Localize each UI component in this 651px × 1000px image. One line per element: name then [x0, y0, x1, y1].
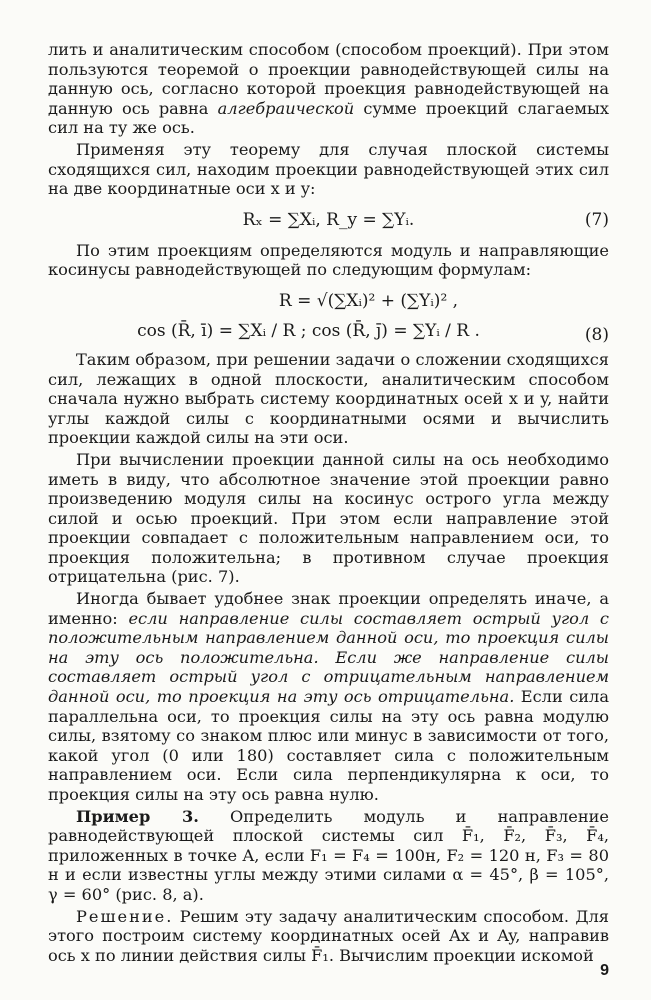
emphasis: алгебраической	[217, 98, 355, 118]
paragraph-sign-rule: При вычислении проекции данной силы на ось необходимо иметь в виду, что абсолютное значение этой проекции равно произведению модуля силы на косинус острого угла между силой и осью проекций. При этом если направление этой проекции совпадает с положительным направлением оси, то проекция положительна; в противном случае проекция отрицательна (рис. 7).	[48, 449, 609, 587]
paragraph-apply: Применяя эту теорему для случая плоской системы сходящихся сил, находим проекции равнодействующей этих сил на две координатные оси x и y:	[48, 139, 609, 199]
paragraph-example: Пример 3. Определить модуль и направление равнодействующей плоской системы сил F̄₁, F̄₂, F̄₃, F̄₄, приложенных в точке A, если F₁ = F₄ = 100н, F₂ = 120 н, F₃ = 80 н и если известны углы между этими силами α = 45°, β = 105°, γ = 60° (рис. 8, а).	[48, 806, 610, 904]
emphasis: если направление силы составляет острый угол с положительным направлением данной оси, то проекция силы на эту ось положительна. Если же направление силы составляет острый угол с отрицательным направлением данной оси, то проекция на эту ось отрицательна.	[48, 608, 609, 707]
formula-8-modulus: R = √(∑Xᵢ)² + (∑Yᵢ)² ,	[278, 290, 459, 311]
paragraph-alt-sign-rule: Иногда бывает удобнее знак проекции определять иначе, а именно: если направление силы составляет острый угол с положительным направлением данной оси, то проекция силы на эту ось положительна. Если же направление силы составляет острый угол с отрицательным направлением данной оси, то проекция на эту ось отрицательна. Если сила параллельна оси, то проекция силы на эту ось равна модулю силы, взятому со знаком плюс или минус в зависимости от того, какой угол (0 или 180) составляет сила с положительным направлением оси. Если сила перпендикулярна к оси, то проекция силы на эту ось равна нулю.	[48, 589, 609, 804]
paragraph-theorem: лить и аналитическим способом (способом проекций). При этом пользуются теоремой о проекции равнодействующей силы на данную ось, согласно которой проекция равнодействующей на данную ось равна алгебраической сумме проекций слагаемых сил на ту же ось.	[48, 40, 609, 138]
formula-8-cosines: cos (R̄, ī) = ∑Xᵢ / R ; cos (R̄, j̄) = ∑Yᵢ / R .	[137, 320, 480, 341]
page-number: 9	[600, 962, 609, 979]
paragraph-projections: По этим проекциям определяются модуль и направляющие косинусы равнодействующей по следующим формулам:	[48, 240, 609, 280]
formula-8-number: (8)	[584, 324, 609, 345]
example-label: Пример 3.	[76, 806, 199, 826]
formula-7-body: Rₓ = ∑Xᵢ, R_y = ∑Yᵢ.	[242, 209, 415, 230]
paragraph-summary: Таким образом, при решении задачи о сложении сходящихся сил, лежащих в одной плоскости, аналитическим способом сначала нужно выбрать систему координатных осей x и y, найти углы каждой силы с координатными осями и вычислить проекции каждой силы на эти оси.	[48, 349, 609, 448]
formula-7-number: (7)	[584, 209, 609, 230]
paragraph-solution: Решение. Решим эту задачу аналитическим способом. Для этого построим систему координатных осей Ax и Ay, направив ось x по линии действия силы F̄₁. Вычислим проекции искомой	[48, 906, 609, 965]
formula-8	[48, 290, 609, 345]
formula-7	[48, 209, 609, 231]
solution-label: Решение.	[76, 906, 174, 926]
